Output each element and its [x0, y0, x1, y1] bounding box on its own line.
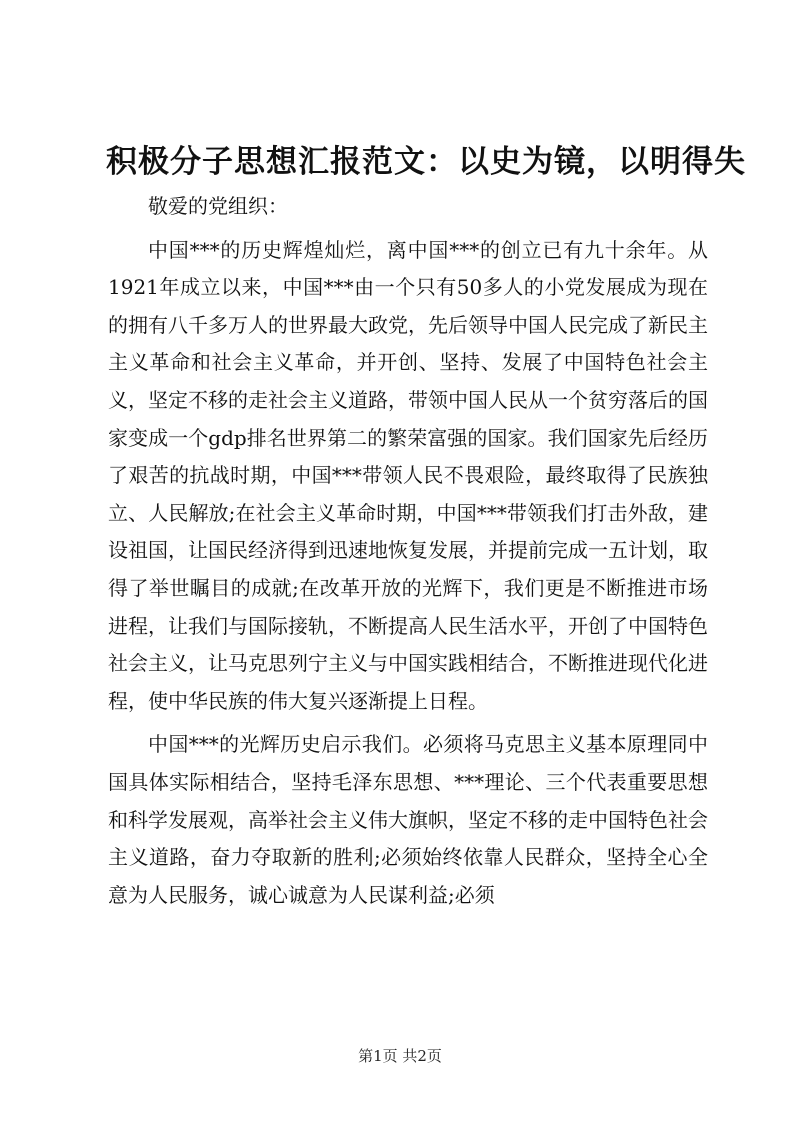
page-footer: 第1页 共2页 [358, 1047, 442, 1065]
paragraph-1: 中国***的历史辉煌灿烂，离中国***的创立已有九十余年。从1921年成立以来，中国***由一个只有50多人的小党发展成为现在的拥有八千多万人的世界最大政党，先后领导中国人民完成了新民主主义革命和社会主义革命，并开创、坚持、发展了中国特色社会主义，坚定不移的走社会主义道路，带领中国人民从一个贫穷落后的国家变成一个gdp排名世界第二的繁荣富强的国家。我们国家先后经历了艰苦的抗战时期，中国***带领人民不畏艰险，最终取得了民族独立、人民解放;在社会主义革命时期，中国***带领我们打击外敌，建设祖国，让国民经济得到迅速地恢复发展，并提前完成一五计划，取得了举世瞩目的成就;在改革开放的光辉下，我们更是不断推进市场进程，让我们与国际接轨，不断提高人民生活水平，开创了中国特色社会主义，让马克思列宁主义与中国实践相结合，不断推进现代化进程，使中华民族的伟大复兴逐渐提上日程。 [108, 237, 708, 713]
document-body [108, 188, 708, 914]
document-title: 积极分子思想汇报范文：以史为镜，以明得失 [106, 144, 746, 180]
paragraph-2: 中国***的光辉历史启示我们。必须将马克思主义基本原理同中国具体实际相结合，坚持毛泽东思想、***理论、三个代表重要思想和科学发展观，高举社会主义伟大旗帜，坚定不移的走中国特色社会主义道路，奋力夺取新的胜利;必须始终依靠人民群众，坚持全心全意为人民服务，诚心诚意为人民谋利益;必须 [108, 732, 708, 907]
salutation: 敬爱的党组织： [148, 194, 288, 218]
